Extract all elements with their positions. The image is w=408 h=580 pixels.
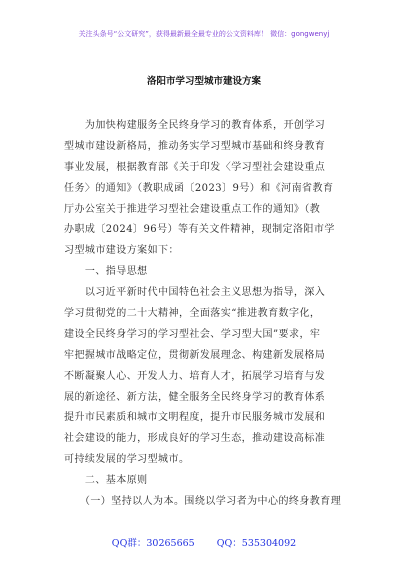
document-body xyxy=(64,116,349,513)
body-line: 社会建设的能力，形成良好的学习生态，推动建设高标准 xyxy=(64,433,326,445)
body-line: 不断凝聚人心、开发人力、培育人才，拓展学习培育与发 xyxy=(64,370,326,382)
document-title: 洛阳市学习型城市建设方案 xyxy=(146,76,261,87)
header-promo-note: 关注头条号“公文研究”，获得最新最全最专业的公文资料库！ 微信：gongwenyj xyxy=(78,30,330,38)
body-line: 可持续发展的学习型城市。 xyxy=(64,454,190,466)
body-line: 办职成〔2024〕96号）等有关文件精神，现制定洛阳市学 xyxy=(64,224,335,236)
section-heading: 一、指导思想 xyxy=(64,266,148,278)
footer-qq: QQ：535304092 xyxy=(216,538,297,549)
body-line: 牢把握城市战略定位，贯彻新发展理念、构建新发展格局 xyxy=(64,349,326,361)
body-line: 习型城市建设方案如下： xyxy=(64,245,179,257)
body-line: 展的新途径、新方法，健全服务全民终身学习的教育体系 xyxy=(64,391,326,403)
footer-qq-group: QQ群：30265665 xyxy=(111,538,195,549)
body-line: 提升市民素质和城市文明程度，提升市民服务城市发展和 xyxy=(64,412,326,424)
body-line: 为加快构建服务全民终身学习的教育体系，开创学习 xyxy=(64,120,326,131)
section-heading: 二、基本原则 xyxy=(64,475,148,487)
body-line: 以习近平新时代中国特色社会主义思想为指导，深入 xyxy=(64,287,326,299)
body-line: 厅办公室关于推进学习型社会建设重点工作的通知》（教 xyxy=(64,203,321,215)
footer-contact xyxy=(0,535,408,549)
body-line: 任务〉的通知》（教职成函〔2023〕9号）和《河南省教育 xyxy=(64,182,334,194)
body-line: 学习贯彻党的二十大精神，全面落实“推进教育数字化， xyxy=(64,308,321,320)
body-line: 事业发展，根据教育部《关于印发〈学习型社会建设重点 xyxy=(64,161,326,173)
body-line: 建设全民终身学习的学习型社会、学习型大国”要求，牢 xyxy=(64,328,321,340)
body-line: 型城市建设新格局，推动务实学习型城市基础和终身教育 xyxy=(64,140,326,152)
body-line: （一）坚持以人为本。围绕以学习者为中心的终身教育理 xyxy=(64,496,342,508)
